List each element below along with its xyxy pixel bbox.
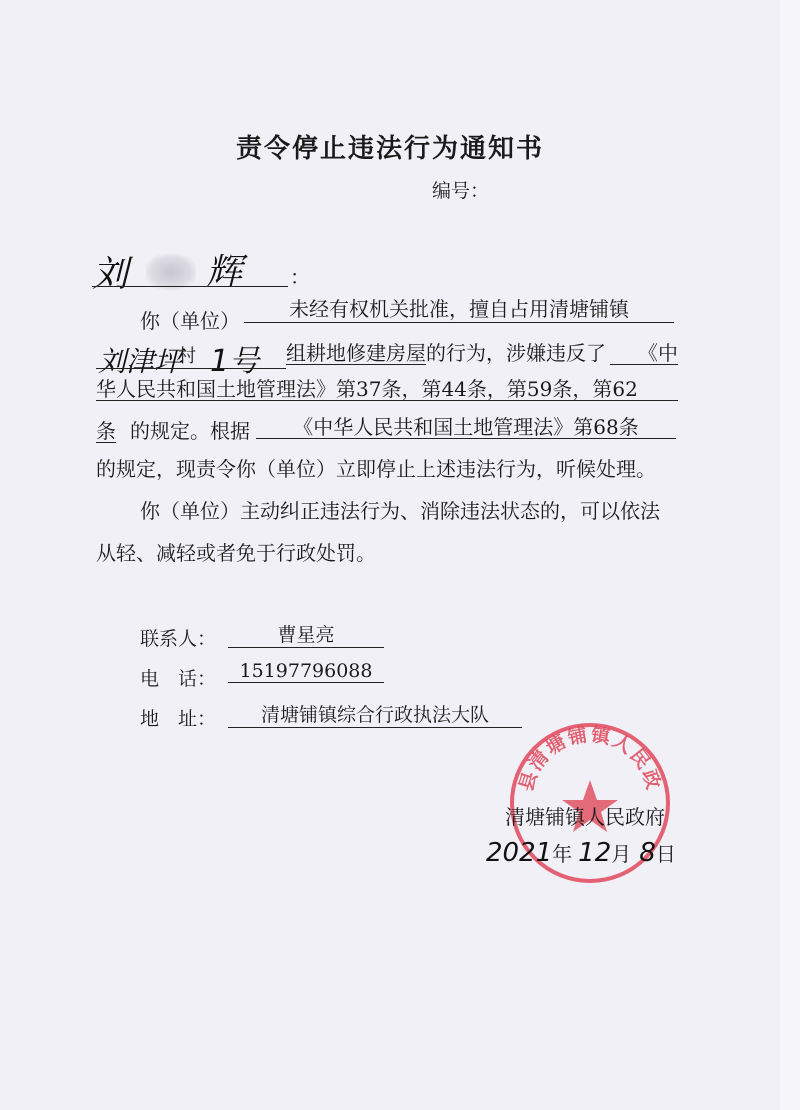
law-ref-1: 《中 — [610, 342, 678, 365]
date-month: 12 — [578, 838, 612, 868]
date-year-char: 年 — [552, 842, 573, 866]
redacted-name-blur — [146, 254, 196, 290]
law-ref-2: 华人民共和国土地管理法》第37条，第44条，第59条，第62 — [96, 378, 678, 401]
date-month-char: 月 — [611, 842, 632, 866]
para2-line-1: 你（单位）主动纠正违法行为、消除违法状态的，可以依法 — [140, 499, 660, 523]
addressee-underline — [92, 286, 288, 287]
date-year: 2021 — [486, 838, 553, 868]
para1-text-1: 的行为，涉嫌违反了 — [426, 341, 606, 365]
para1-filled-1-text: 未经有权机关批准，擅自占用清塘铺镇 — [289, 297, 629, 321]
group-handwritten: 1号 — [210, 344, 260, 379]
addressee-handwritten: 刘 — [92, 254, 129, 295]
seal-text: 县清塘铺镇人民政 — [515, 723, 665, 794]
addressee-handwritten-2: 辉 — [206, 252, 243, 293]
phone-value: 15197796088 — [228, 660, 384, 683]
line2-underline — [96, 368, 286, 369]
addressee-colon: ： — [290, 265, 310, 289]
village-word: 村 — [178, 346, 196, 367]
issuer-name: 清塘铺镇人民政府 — [505, 805, 665, 829]
address-label: 地 址： — [140, 708, 217, 730]
para1-text-2: 的规定。根据 — [130, 419, 250, 443]
document-title: 责令停止违法行为通知书 — [235, 134, 544, 164]
phone-label: 电 话： — [140, 668, 217, 690]
law-basis: 《中华人民共和国土地管理法》第68条 — [256, 416, 676, 439]
para1-text-3: 的规定，现责令你（单位）立即停止上述违法行为，听候处理。 — [96, 457, 656, 481]
scan-edge — [780, 0, 800, 1110]
para1-filled-1 — [244, 298, 674, 323]
date-day: 8 — [639, 838, 656, 868]
contact-person-label: 联系人： — [140, 628, 217, 650]
para1-prefix: 你（单位） — [140, 309, 240, 333]
date-day-char: 日 — [655, 842, 676, 866]
para2-line-2: 从轻、减轻或者免于行政处罚。 — [96, 541, 376, 565]
address-value: 清塘铺镇综合行政执法大队 — [228, 700, 522, 728]
para1-filled-2: 组耕地修建房屋 — [286, 341, 426, 365]
law-ref-3: 条 — [96, 419, 116, 443]
issue-date — [486, 838, 676, 868]
village-handwritten: 刘津坪 — [98, 345, 183, 378]
contact-person-value: 曹星亮 — [228, 620, 384, 648]
serial-number-label: 编号： — [432, 180, 490, 202]
